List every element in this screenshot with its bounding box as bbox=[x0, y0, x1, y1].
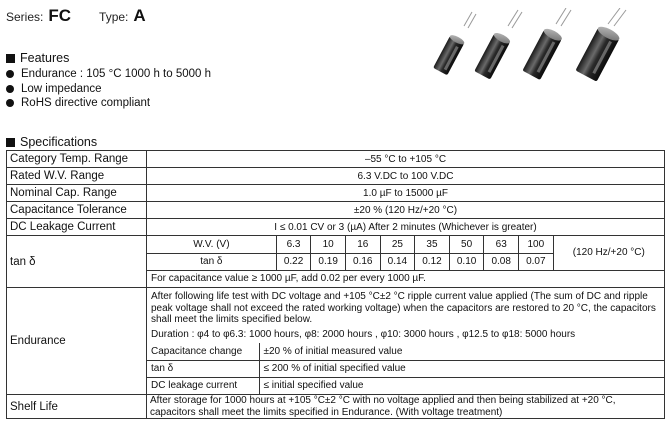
tan-value-cell: 0.14 bbox=[380, 253, 415, 270]
endurance-limit-label: tan δ bbox=[147, 360, 259, 377]
features-list bbox=[6, 67, 211, 111]
rated-wv-value: 6.3 V.DC to 100 V.DC bbox=[147, 168, 665, 185]
series-header bbox=[6, 6, 146, 28]
table-row bbox=[7, 395, 665, 419]
specifications-heading bbox=[6, 135, 97, 149]
tan-value-cell: 0.07 bbox=[519, 253, 554, 270]
shelf-life-value: After storage for 1000 hours at +105 °C±2 °C with no voltage applied and then being stabilized at +20 °C, capacitors shall meet the limits specified in Endurance. (With voltage treatment) bbox=[147, 395, 665, 419]
voltage-cell: 35 bbox=[415, 236, 450, 253]
tan-value-cell: 0.16 bbox=[345, 253, 380, 270]
tan-delta-label: tan δ bbox=[7, 236, 147, 288]
voltage-cell: 50 bbox=[449, 236, 484, 253]
table-row bbox=[7, 168, 665, 185]
dc-leakage-value: I ≤ 0.01 CV or 3 (µA) After 2 minutes (Whichever is greater) bbox=[147, 219, 665, 236]
wv-header: W.V. (V) bbox=[147, 236, 276, 253]
series-label: Series: bbox=[6, 10, 44, 24]
tan-value-cell: 0.08 bbox=[484, 253, 519, 270]
voltage-cell: 100 bbox=[519, 236, 554, 253]
voltage-cell: 63 bbox=[484, 236, 519, 253]
specifications-table bbox=[6, 150, 665, 419]
type-value: A bbox=[133, 6, 146, 25]
tan-value-cell: 0.22 bbox=[276, 253, 311, 270]
tan-delta-note: For capacitance value ≥ 1000 µF, add 0.02 per every 1000 µF. bbox=[147, 270, 664, 287]
dc-leakage-label: DC Leakage Current bbox=[7, 219, 147, 236]
series-value: FC bbox=[48, 6, 72, 25]
cap-tolerance-label: Capacitance Tolerance bbox=[7, 202, 147, 219]
endurance-label: Endurance bbox=[7, 288, 147, 395]
endurance-limit-value: ≤ initial specified value bbox=[259, 377, 664, 394]
table-row bbox=[7, 202, 665, 219]
feature-text: Endurance : 105 °C 1000 h to 5000 h bbox=[21, 68, 212, 80]
square-bullet-icon bbox=[6, 54, 15, 63]
cap-tolerance-value: ±20 % (120 Hz/+20 °C) bbox=[147, 202, 665, 219]
endurance-limit-value: ±20 % of initial measured value bbox=[259, 343, 664, 360]
feature-text: RoHS directive compliant bbox=[21, 97, 151, 109]
feature-item bbox=[6, 67, 211, 82]
category-temp-value: –55 °C to +105 °C bbox=[147, 151, 665, 168]
endurance-limits-table bbox=[147, 343, 664, 394]
tan-delta-condition: (120 Hz/+20 °C) bbox=[553, 236, 664, 270]
tan-value-cell: 0.12 bbox=[415, 253, 450, 270]
voltage-cell: 16 bbox=[345, 236, 380, 253]
voltage-cell: 6.3 bbox=[276, 236, 311, 253]
category-temp-label: Category Temp. Range bbox=[7, 151, 147, 168]
type-label: Type: bbox=[99, 10, 129, 24]
table-row bbox=[7, 151, 665, 168]
bullet-icon bbox=[6, 70, 14, 78]
feature-item bbox=[6, 96, 211, 111]
nominal-cap-label: Nominal Cap. Range bbox=[7, 185, 147, 202]
shelf-life-label: Shelf Life bbox=[7, 395, 147, 419]
specifications-title: Specifications bbox=[20, 135, 98, 149]
feature-item bbox=[6, 82, 211, 97]
endurance-limit-label: DC leakage current bbox=[147, 377, 259, 394]
table-row bbox=[7, 219, 665, 236]
tan-delta-table bbox=[147, 236, 664, 287]
bullet-icon bbox=[6, 99, 14, 107]
endurance-description: After following life test with DC voltage and +105 °C±2 °C ripple current value applied (The sum of DC and ripple peak voltage shall not exceed the rated working voltage) when the capacitors are restored to 20 °C, the capacitors shall meet the limits specified below. bbox=[151, 291, 656, 325]
tan-header: tan δ bbox=[147, 253, 276, 270]
table-row bbox=[7, 288, 665, 395]
features-heading bbox=[6, 51, 69, 65]
nominal-cap-value: 1.0 µF to 15000 µF bbox=[147, 185, 665, 202]
rated-wv-label: Rated W.V. Range bbox=[7, 168, 147, 185]
endurance-cell bbox=[147, 288, 665, 395]
features-title: Features bbox=[20, 51, 70, 65]
table-row bbox=[7, 236, 665, 288]
tan-value-cell: 0.10 bbox=[449, 253, 484, 270]
endurance-duration: Duration : φ4 to φ6.3: 1000 hours, φ8: 2000 hours , φ10: 3000 hours , φ12.5 to φ18: 5000 hours bbox=[151, 328, 576, 340]
capacitor-product-image bbox=[428, 8, 668, 92]
tan-value-cell: 0.19 bbox=[311, 253, 346, 270]
square-bullet-icon bbox=[6, 138, 15, 147]
tan-delta-cell bbox=[147, 236, 665, 288]
feature-text: Low impedance bbox=[21, 82, 102, 95]
table-row bbox=[7, 185, 665, 202]
endurance-limit-label: Capacitance change bbox=[147, 343, 259, 360]
bullet-icon bbox=[6, 85, 14, 93]
voltage-cell: 25 bbox=[380, 236, 415, 253]
endurance-limit-value: ≤ 200 % of initial specified value bbox=[259, 360, 664, 377]
voltage-cell: 10 bbox=[311, 236, 346, 253]
